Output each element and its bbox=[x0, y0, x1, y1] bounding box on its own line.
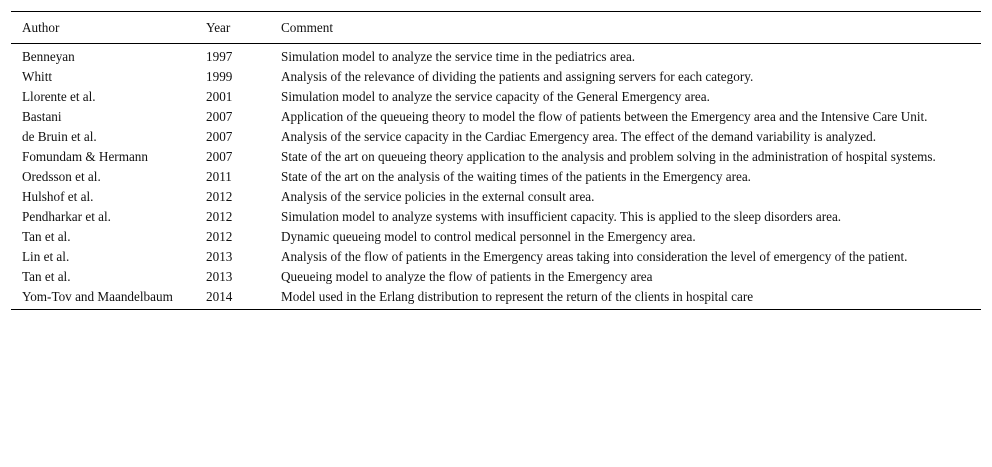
cell-comment: Queueing model to analyze the flow of patients in the Emergency area bbox=[281, 269, 653, 284]
cell-author: Bastani bbox=[22, 109, 62, 124]
cell-year: 1999 bbox=[206, 69, 233, 84]
table-row bbox=[11, 67, 981, 87]
table-row bbox=[11, 44, 981, 68]
table-row bbox=[11, 247, 981, 267]
table-row bbox=[11, 207, 981, 227]
cell-comment: Simulation model to analyze the service time in the pediatrics area. bbox=[281, 49, 636, 64]
cell-comment: Model used in the Erlang distribution to represent the return of the clients in hospital care bbox=[281, 289, 754, 304]
table-row bbox=[11, 147, 981, 167]
cell-comment: State of the art on the analysis of the waiting times of the patients in the Emergency area. bbox=[281, 169, 751, 184]
cell-author: Oredsson et al. bbox=[22, 169, 101, 184]
header-year: Year bbox=[206, 12, 281, 44]
cell-year: 2013 bbox=[206, 249, 233, 264]
cell-year: 2001 bbox=[206, 89, 233, 104]
header-author: Author bbox=[11, 12, 206, 44]
cell-year: 2007 bbox=[206, 109, 233, 124]
cell-author: Hulshof et al. bbox=[22, 189, 94, 204]
cell-comment: Analysis of the relevance of dividing the patients and assigning servers for each category. bbox=[281, 69, 754, 84]
cell-year: 1997 bbox=[206, 49, 233, 64]
cell-author: Benneyan bbox=[22, 49, 75, 64]
cell-author: Tan et al. bbox=[22, 269, 71, 284]
cell-year: 2012 bbox=[206, 189, 233, 204]
cell-author: Tan et al. bbox=[22, 229, 71, 244]
table-header bbox=[11, 12, 981, 44]
cell-comment: Application of the queueing theory to model the flow of patients between the Emergency area and the Intensive Care Unit. bbox=[281, 109, 928, 124]
table-row bbox=[11, 267, 981, 287]
cell-author: Pendharkar et al. bbox=[22, 209, 111, 224]
table-row bbox=[11, 127, 981, 147]
table-row bbox=[11, 107, 981, 127]
table-body bbox=[11, 44, 981, 310]
cell-year: 2013 bbox=[206, 269, 233, 284]
table-row bbox=[11, 287, 981, 309]
cell-comment: Analysis of the service capacity in the Cardiac Emergency area. The effect of the demand variability is analyzed. bbox=[281, 129, 877, 144]
cell-year: 2011 bbox=[206, 169, 232, 184]
cell-comment: Analysis of the flow of patients in the Emergency areas taking into consideration the level of emergency of the patient. bbox=[281, 249, 908, 264]
cell-year: 2012 bbox=[206, 209, 233, 224]
cell-author: Lin et al. bbox=[22, 249, 70, 264]
table-row bbox=[11, 227, 981, 247]
table-row bbox=[11, 87, 981, 107]
cell-author: Fomundam & Hermann bbox=[22, 149, 148, 164]
literature-table bbox=[11, 12, 981, 309]
cell-comment: Simulation model to analyze the service capacity of the General Emergency area. bbox=[281, 89, 710, 104]
cell-comment: Simulation model to analyze systems with insufficient capacity. This is applied to the sleep disorders area. bbox=[281, 209, 842, 224]
literature-table-container bbox=[11, 11, 981, 310]
cell-year: 2012 bbox=[206, 229, 233, 244]
header-row bbox=[11, 12, 981, 44]
cell-year: 2007 bbox=[206, 129, 233, 144]
table-row bbox=[11, 187, 981, 207]
cell-author: Llorente et al. bbox=[22, 89, 96, 104]
cell-author: de Bruin et al. bbox=[22, 129, 97, 144]
cell-year: 2007 bbox=[206, 149, 233, 164]
cell-comment: Dynamic queueing model to control medical personnel in the Emergency area. bbox=[281, 229, 696, 244]
cell-author: Yom-Tov and Maandelbaum bbox=[22, 289, 173, 304]
cell-year: 2014 bbox=[206, 289, 233, 304]
cell-comment: Analysis of the service policies in the external consult area. bbox=[281, 189, 595, 204]
cell-author: Whitt bbox=[22, 69, 53, 84]
cell-comment: State of the art on queueing theory application to the analysis and problem solving in the administration of hospital systems. bbox=[281, 149, 936, 164]
table-row bbox=[11, 167, 981, 187]
header-comment: Comment bbox=[281, 12, 981, 44]
